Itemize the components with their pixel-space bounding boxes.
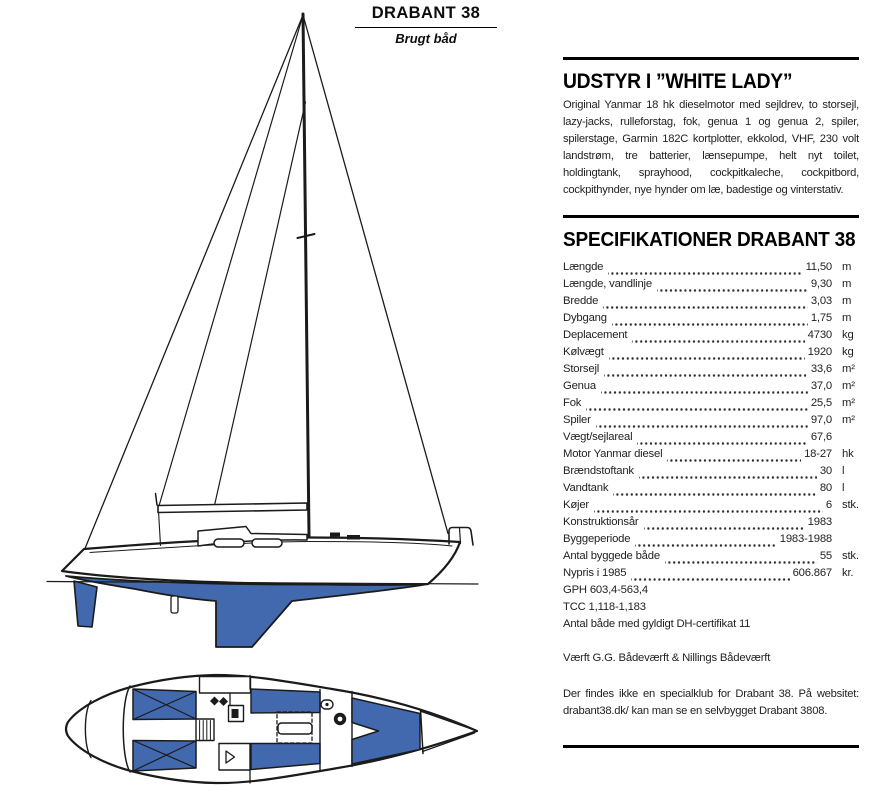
spec-leader <box>632 333 804 346</box>
spec-row <box>563 482 859 499</box>
page-subtitle: Brugt båd <box>395 31 457 46</box>
salon-table <box>278 723 312 734</box>
spec-value: 606.867 <box>792 567 832 579</box>
spec-value: 25,5 <box>810 397 832 409</box>
backstay <box>85 15 303 549</box>
divider-rule <box>563 57 859 60</box>
spec-leader <box>635 537 776 550</box>
spec-leader <box>608 265 802 278</box>
spec-row <box>563 499 859 516</box>
spec-leader <box>667 452 801 465</box>
spec-row <box>563 550 859 567</box>
title-underline <box>355 27 497 28</box>
spec-unit: l <box>842 482 845 494</box>
spec-label: Byggeperiode <box>563 533 631 545</box>
spec-row <box>563 363 859 380</box>
spec-label: Vægt/sejlareal <box>563 431 633 443</box>
spec-extra-line: TCC 1,118-1,183 <box>563 601 646 613</box>
settee-port <box>251 689 320 713</box>
spec-unit: stk. <box>842 550 859 562</box>
spec-value: 6 <box>825 499 832 511</box>
spec-leader <box>644 520 805 533</box>
interior-plan-drawing <box>66 675 477 783</box>
spec-unit: m² <box>842 380 855 392</box>
specifications-heading: SPECIFIKATIONER DRABANT 38 <box>563 229 856 251</box>
spec-unit: m <box>842 278 852 290</box>
spec-leader <box>603 299 808 312</box>
spec-value: 55 <box>819 550 832 562</box>
cabin-window <box>214 539 244 547</box>
spec-value: 67,6 <box>810 431 832 443</box>
spec-label: Antal byggede både <box>563 550 660 562</box>
spec-row <box>563 431 859 448</box>
companionway-steps <box>196 719 214 741</box>
spec-leader <box>612 316 808 329</box>
spec-leader <box>639 469 817 482</box>
spec-leader <box>601 384 808 397</box>
spec-value: 33,6 <box>810 363 832 375</box>
spec-row <box>563 278 859 295</box>
fore-hatch <box>347 535 360 540</box>
sailboat-profile-drawing <box>47 14 478 647</box>
spec-label: Fok <box>563 397 582 409</box>
title-block <box>341 4 511 46</box>
spec-label: Længde <box>563 261 604 273</box>
spec-value: 1983 <box>807 516 832 528</box>
spec-unit: m² <box>842 414 855 426</box>
boom-end-fitting <box>156 494 158 506</box>
spec-row <box>563 329 859 346</box>
forestay <box>303 15 448 534</box>
divider-rule <box>563 745 859 748</box>
spec-row <box>563 380 859 397</box>
spec-label: Kølvægt <box>563 346 604 358</box>
spec-leader <box>637 435 807 448</box>
equipment-paragraph: Original Yanmar 18 hk dieselmotor med sejldrev, to storsejl, lazy-jacks, rulleforstag, fok, genua 1 og genua 2, spiler, spilerstage, Garmin 182C kortplotter, ekkolod, VHF, 230 volt landstrøm, tre batterier, lænsepumpe, helt nyt toilet, holdingtank, sprayhood, cockpitkaleche, cockpitbord, cockpithynder, nye hynder om læ, badestige og vinterstativ. <box>563 99 859 196</box>
spec-label: Vandtank <box>563 482 609 494</box>
spec-value: 30 <box>819 465 832 477</box>
spec-value: 1983-1988 <box>779 533 832 545</box>
spec-leader <box>594 503 823 516</box>
specifications-table <box>563 261 859 635</box>
spec-label: Genua <box>563 380 596 392</box>
spec-row <box>563 295 859 312</box>
spec-leader <box>604 367 808 380</box>
spec-leader <box>609 350 805 363</box>
spec-unit: m² <box>842 397 855 409</box>
keel-underbody <box>66 576 428 647</box>
rudder <box>74 581 97 627</box>
mainsheet <box>159 511 161 546</box>
spec-unit: stk. <box>842 499 859 511</box>
spec-value: 3,03 <box>810 295 832 307</box>
spec-row <box>563 346 859 363</box>
spec-label: Bredde <box>563 295 599 307</box>
mast <box>303 14 309 536</box>
spec-value: 4730 <box>807 329 832 341</box>
divider-rule <box>563 215 859 218</box>
spec-label: Dybgang <box>563 312 607 324</box>
spec-value: 97,0 <box>810 414 832 426</box>
spec-leader <box>657 282 808 295</box>
spec-row <box>563 448 859 465</box>
spec-label: Motor Yanmar diesel <box>563 448 663 460</box>
spec-value: 9,30 <box>810 278 832 290</box>
spec-row <box>563 261 859 278</box>
spec-leader <box>596 418 808 431</box>
saildrive-leg <box>171 596 178 613</box>
spec-leader <box>631 571 789 584</box>
spec-unit: m <box>842 261 852 273</box>
spec-label: Brændstoftank <box>563 465 634 477</box>
spec-unit: kg <box>842 346 854 358</box>
spec-unit: m² <box>842 363 855 375</box>
cabin-window <box>252 539 282 547</box>
equipment-heading: UDSTYR I ”WHITE LADY” <box>563 70 793 93</box>
spec-unit: kg <box>842 329 854 341</box>
spec-unit: kr. <box>842 567 854 579</box>
spec-label: Konstruktionsår <box>563 516 639 528</box>
spec-label: Storsejl <box>563 363 600 375</box>
spec-unit: l <box>842 465 845 477</box>
spec-value: 18-27 <box>804 448 832 460</box>
spec-row <box>563 465 859 482</box>
spec-extra-line: Antal både med gyldigt DH-certifikat 11 <box>563 618 751 630</box>
spec-column <box>563 0 859 802</box>
yard-line: Værft G.G. Bådeværft & Nillings Bådeværft <box>563 652 771 664</box>
club-note: Der findes ikke en specialklub for Drabant 38. På websitet: drabant38.dk/ kan man se en selvbygget Drabant 3808. <box>563 688 859 717</box>
head-sink-drain <box>325 703 328 706</box>
spec-value: 1,75 <box>810 312 832 324</box>
spec-leader <box>586 401 808 414</box>
spec-row <box>563 397 859 414</box>
spec-label: Længde, vandlinje <box>563 278 652 290</box>
spec-label: Nypris i 1985 <box>563 567 627 579</box>
spec-row <box>563 414 859 431</box>
stove-burner <box>232 709 239 718</box>
toilet-bowl <box>338 717 343 722</box>
spec-value: 11,50 <box>805 261 832 273</box>
spec-row <box>563 533 859 550</box>
spec-value: 1920 <box>807 346 832 358</box>
spec-unit: hk <box>842 448 854 460</box>
spec-row <box>563 312 859 329</box>
spec-extra-line: GPH 603,4-563,4 <box>563 584 648 596</box>
spec-row <box>563 567 859 584</box>
page-title: DRABANT 38 <box>371 4 481 22</box>
spec-row <box>563 516 859 533</box>
spec-value: 37,0 <box>810 380 832 392</box>
spec-label: Spiler <box>563 414 591 426</box>
spec-label: Deplacement <box>563 329 628 341</box>
spec-value: 80 <box>819 482 832 494</box>
spec-unit: m <box>842 295 852 307</box>
spec-unit: m <box>842 312 852 324</box>
galley-counter <box>200 677 251 694</box>
spec-label: Køjer <box>563 499 589 511</box>
spec-leader <box>613 486 817 499</box>
spec-leader <box>665 554 817 567</box>
deck-hatch <box>330 533 340 537</box>
boom <box>158 503 307 513</box>
